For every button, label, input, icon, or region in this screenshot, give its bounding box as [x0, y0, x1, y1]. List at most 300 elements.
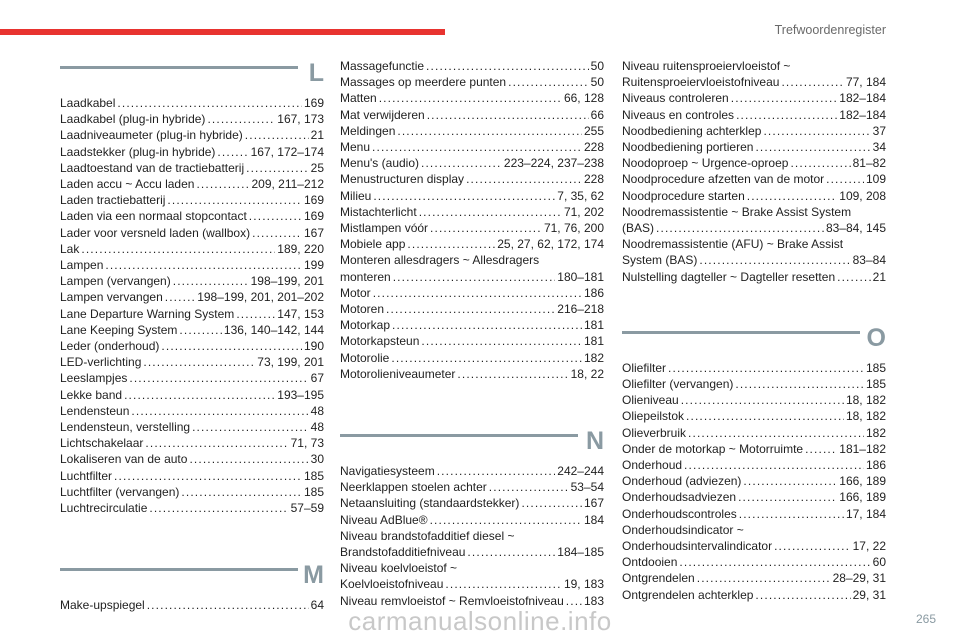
index-entry	[622, 90, 886, 106]
index-entry	[622, 538, 886, 554]
index-entry	[340, 576, 604, 592]
index-entry	[622, 425, 886, 441]
page-reference: 199	[303, 258, 324, 273]
index-term: (BAS)	[622, 221, 655, 236]
index-entry	[340, 463, 604, 479]
index-term: Onderhoudscontroles	[622, 506, 737, 521]
page-reference: 169	[303, 193, 324, 208]
page-reference: 19, 183	[563, 577, 604, 592]
index-entry	[622, 441, 886, 457]
index-term: Lichtschakelaar	[60, 436, 144, 451]
index-entry	[622, 252, 886, 268]
index-term: Onderhoud	[622, 458, 683, 473]
dot-leader	[145, 435, 288, 451]
section-letter-header	[60, 58, 324, 90]
index-entry	[60, 111, 324, 127]
index-term: Luchtfilter	[60, 468, 113, 483]
page-reference: 180–181	[557, 269, 604, 284]
index-entry-prefix: Noodremassistentie ~ Brake Assist System	[622, 204, 852, 219]
index-term: Lane Departure Warning System	[60, 306, 235, 321]
page-reference: 29, 31	[852, 587, 886, 602]
dot-leader	[743, 473, 837, 489]
index-term: Neerklappen stoelen achter	[340, 480, 487, 495]
dot-leader	[407, 236, 495, 252]
dot-leader	[755, 139, 870, 155]
dot-leader	[386, 301, 555, 317]
index-entry-prefix: Monteren allesdragers ~ Allesdragers	[340, 253, 540, 268]
dot-leader	[421, 333, 582, 349]
dot-leader	[245, 127, 309, 143]
dot-leader	[249, 208, 302, 224]
index-term: Motoren	[340, 302, 385, 317]
index-entry	[622, 107, 886, 123]
page-reference: 167, 173	[277, 112, 324, 127]
dot-leader	[790, 155, 850, 171]
index-entry	[60, 192, 324, 208]
header-accent-bar	[0, 29, 445, 35]
index-entry	[60, 387, 324, 403]
index-entry	[340, 171, 604, 187]
index-term: Lokaliseren van de auto	[60, 452, 188, 467]
index-term: Onderhoud (adviezen)	[622, 474, 742, 489]
index-term: Motor	[340, 285, 371, 300]
index-entry	[60, 127, 324, 143]
index-entry	[340, 236, 604, 252]
page-reference: 60	[872, 555, 886, 570]
dot-leader	[763, 123, 870, 139]
index-entry	[60, 338, 324, 354]
index-column-3	[622, 58, 886, 603]
dot-leader	[189, 451, 308, 467]
index-term: Noodbediening portieren	[622, 140, 754, 155]
dot-leader	[427, 107, 589, 123]
index-entry-prefix: Noodremassistentie (AFU) ~ Brake Assist	[622, 237, 844, 252]
index-term: Ontgrendelen achterklep	[622, 587, 754, 602]
index-entry	[340, 58, 604, 74]
page-reference: 167	[583, 496, 604, 511]
dot-leader	[131, 403, 308, 419]
dot-leader	[489, 479, 569, 495]
index-entry	[340, 107, 604, 123]
page-reference: 223–224, 237–238	[503, 156, 604, 171]
page-reference: 66, 128	[563, 91, 604, 106]
page-reference: 182	[865, 425, 886, 440]
dot-leader	[467, 544, 555, 560]
dot-leader	[781, 74, 844, 90]
index-entry-prefix: Niveau ruitensproeiervloeistof ~	[622, 59, 791, 73]
page-reference: 50	[590, 59, 604, 73]
dot-leader	[656, 220, 824, 236]
page-reference: 186	[865, 458, 886, 473]
dot-leader	[686, 408, 844, 424]
page-reference: 169	[303, 209, 324, 224]
index-entry	[622, 570, 886, 586]
section-divider	[60, 66, 298, 69]
index-entry	[622, 74, 886, 90]
index-term: Onderhoudsadviezen	[622, 490, 737, 505]
index-term: Noodprocedure starten	[622, 188, 745, 203]
page-reference: 83–84, 145	[825, 221, 886, 236]
index-list	[340, 58, 604, 382]
index-term: Laadniveaumeter (plug-in hybride)	[60, 128, 243, 143]
page-reference: 67	[310, 371, 324, 386]
page-reference: 109, 208	[839, 188, 886, 203]
page-reference: 216–218	[557, 302, 604, 317]
index-term: Lak	[60, 241, 80, 256]
dot-leader	[735, 376, 864, 392]
page-reference: 209, 211–212	[251, 177, 324, 192]
page-reference: 71, 202	[563, 204, 604, 219]
section-letter-header	[622, 323, 886, 355]
index-term: Lampen	[60, 258, 104, 273]
dot-leader	[207, 111, 275, 127]
index-term: Niveau remvloeistof ~ Remvloeistofniveau	[340, 593, 564, 608]
dot-leader	[236, 306, 275, 322]
index-entry	[340, 269, 604, 285]
index-entry	[340, 188, 604, 204]
index-entry	[622, 360, 886, 376]
dot-leader	[196, 176, 249, 192]
page-reference: 183	[583, 593, 604, 608]
index-entry	[60, 484, 324, 500]
page-reference: 186	[583, 285, 604, 300]
index-entry	[60, 257, 324, 273]
index-term: Motorolieniveaumeter	[340, 366, 456, 381]
page-reference: 182	[583, 350, 604, 365]
dot-leader	[755, 587, 850, 603]
dot-leader	[747, 188, 838, 204]
index-term: Oliefilter	[622, 360, 667, 375]
index-entry-prefix: Niveau brandstofadditief diesel ~	[340, 528, 515, 543]
page-reference: 37	[872, 123, 886, 138]
page-reference: 73, 199, 201	[257, 355, 324, 370]
watermark: carmanualsonline.info	[348, 606, 612, 636]
dot-leader	[373, 188, 555, 204]
index-term: Mobiele app	[340, 237, 406, 252]
page-reference: 182–184	[839, 107, 886, 122]
page-reference: 167, 172–174	[250, 144, 324, 159]
section-divider	[340, 434, 578, 437]
index-term: Menustructuren display	[340, 172, 465, 187]
page-reference: 167	[303, 225, 324, 240]
section-divider	[60, 568, 298, 571]
dot-leader	[143, 354, 255, 370]
index-list	[622, 58, 886, 285]
index-entry	[60, 176, 324, 192]
index-entry	[60, 289, 324, 305]
page-reference: 71, 76, 200	[543, 221, 604, 236]
page-reference: 198–199, 201, 201–202	[197, 290, 324, 305]
index-term: Koelvloeistofniveau	[340, 577, 444, 592]
dot-leader	[105, 257, 302, 273]
index-term: Onderhoudsintervalindicator	[622, 539, 773, 554]
page-reference: 21	[872, 269, 886, 284]
index-entry	[60, 144, 324, 160]
dot-leader	[430, 220, 542, 236]
index-entry	[340, 366, 604, 382]
index-entry	[622, 269, 886, 285]
dot-leader	[393, 269, 556, 285]
index-term: Leder (onderhoud)	[60, 339, 160, 354]
index-term: Laadtoestand van de tractiebatterij	[60, 160, 245, 175]
index-entry	[622, 155, 886, 171]
index-term: Laden accu ~ Accu laden	[60, 177, 195, 192]
index-entry	[60, 225, 324, 241]
index-entry	[60, 208, 324, 224]
index-entry	[60, 95, 324, 111]
page-reference: 166, 189	[839, 474, 886, 489]
page-reference: 48	[310, 403, 324, 418]
page-reference: 18, 182	[845, 393, 886, 408]
page-reference: 53–54	[570, 480, 604, 495]
section-letter: L	[308, 59, 324, 87]
index-entry	[622, 139, 886, 155]
page-reference: 25	[310, 160, 324, 175]
index-entry	[340, 544, 604, 560]
dot-leader	[679, 554, 870, 570]
index-term: Lader voor versneld laden (wallbox)	[60, 225, 251, 240]
index-term: Ontdooien	[622, 555, 678, 570]
page-reference: 166, 189	[839, 490, 886, 505]
dot-leader	[521, 495, 582, 511]
dot-leader	[165, 289, 195, 305]
index-term: Navigatiesysteem	[340, 464, 435, 479]
index-entry	[60, 354, 324, 370]
index-term: Matten	[340, 91, 377, 106]
index-entry	[60, 451, 324, 467]
page-reference: 25, 27, 62, 172, 174	[497, 237, 604, 252]
index-entry	[60, 306, 324, 322]
page-reference: 228	[583, 172, 604, 187]
page-reference: 81–82	[852, 156, 886, 171]
index-term: Lendensteun	[60, 403, 130, 418]
page-reference: 181	[583, 334, 604, 349]
dot-leader	[149, 500, 288, 516]
page-reference: 21	[310, 128, 324, 143]
dot-leader	[217, 144, 248, 160]
index-entry	[340, 220, 604, 236]
dot-leader	[774, 538, 851, 554]
page-reference: 136, 140–142, 144	[223, 322, 324, 337]
index-entry	[622, 220, 886, 236]
page-reference: 255	[583, 123, 604, 138]
dot-leader	[736, 107, 837, 123]
index-term: Oliepeilstok	[622, 409, 685, 424]
index-term: Mat verwijderen	[340, 107, 425, 122]
page-reference: 185	[303, 468, 324, 483]
dot-leader	[837, 269, 871, 285]
index-entry	[60, 370, 324, 386]
index-term: Massages op meerdere punten	[340, 75, 507, 90]
dot-leader	[391, 350, 582, 366]
index-entry	[60, 160, 324, 176]
index-entry	[340, 285, 604, 301]
dot-leader	[688, 425, 864, 441]
page-reference: 7, 35, 62	[557, 188, 604, 203]
dot-leader	[392, 317, 582, 333]
index-entry	[340, 74, 604, 90]
dot-leader	[826, 171, 864, 187]
dot-leader	[181, 484, 302, 500]
page-reference: 109	[865, 172, 886, 187]
index-term: Noodbediening achterklep	[622, 123, 762, 138]
index-term: Menu	[340, 140, 371, 155]
index-term: Olieverbruik	[622, 425, 687, 440]
index-term: Laadstekker (plug-in hybride)	[60, 144, 216, 159]
dot-leader	[114, 468, 302, 484]
page-reference: 66	[590, 107, 604, 122]
page-reference: 169	[303, 96, 324, 110]
index-entry	[622, 457, 886, 473]
index-term: Menu's (audio)	[340, 156, 419, 171]
dot-leader	[129, 370, 308, 386]
dot-leader	[426, 58, 589, 74]
index-entry	[622, 554, 886, 570]
page-reference: 57–59	[290, 501, 324, 516]
index-term: Laden tractiebatterij	[60, 193, 166, 208]
index-entry	[622, 587, 886, 603]
index-term: Laadkabel	[60, 96, 116, 110]
index-entry	[60, 500, 324, 516]
dot-leader	[167, 192, 302, 208]
dot-leader	[697, 570, 831, 586]
index-entry	[622, 188, 886, 204]
index-term: Ruitensproeiervloeistofniveau	[622, 75, 780, 90]
index-term: Massagefunctie	[340, 59, 425, 73]
page-reference: 193–195	[277, 387, 324, 402]
index-entry	[622, 473, 886, 489]
dot-leader	[81, 241, 275, 257]
index-entry	[340, 301, 604, 317]
index-list	[340, 463, 604, 609]
index-entry	[60, 419, 324, 435]
page-reference: 181	[583, 318, 604, 333]
page-reference: 28–29, 31	[832, 571, 886, 586]
section-letter-header	[60, 560, 324, 592]
dot-leader	[731, 90, 838, 106]
dot-leader	[252, 225, 302, 241]
dot-leader	[681, 392, 844, 408]
index-term: Brandstofadditiefniveau	[340, 545, 466, 560]
dot-leader	[668, 360, 864, 376]
index-entry	[340, 350, 604, 366]
index-term: Lampen vervangen	[60, 290, 163, 305]
dot-leader	[437, 463, 556, 479]
index-term: Noodoproep ~ Urgence-oproep	[622, 156, 789, 171]
index-term: LED-verlichting	[60, 355, 142, 370]
index-term: System (BAS)	[622, 253, 698, 268]
page-number: 265	[915, 612, 936, 626]
page-reference: 198–199, 201	[250, 274, 324, 289]
dot-leader	[684, 457, 864, 473]
page-title: Trefwoordenregister	[774, 23, 886, 37]
dot-leader	[466, 171, 582, 187]
index-entry	[340, 479, 604, 495]
index-term: Mistachterlicht	[340, 204, 417, 219]
dot-leader	[421, 155, 502, 171]
dot-leader	[379, 90, 562, 106]
index-column-2	[340, 58, 604, 609]
index-term: Olieniveau	[622, 393, 679, 408]
page-reference: 34	[872, 140, 886, 155]
index-term: Luchtrecirculatie	[60, 501, 148, 516]
index-term: Lendensteun, verstelling	[60, 420, 191, 435]
index-term: Onder de motorkap ~ Motorruimte	[622, 441, 804, 456]
dot-leader	[419, 204, 562, 220]
index-entry	[60, 468, 324, 484]
index-term: Niveaus en controles	[622, 107, 735, 122]
page-reference: 184–185	[557, 545, 604, 560]
index-entry	[340, 123, 604, 139]
index-list	[622, 360, 886, 603]
index-column-1	[60, 58, 324, 613]
page-reference: 48	[310, 420, 324, 435]
page-reference: 228	[583, 140, 604, 155]
index-term: Leeslampjes	[60, 371, 128, 386]
dot-leader	[805, 441, 837, 457]
dot-leader	[373, 285, 582, 301]
index-entry	[622, 392, 886, 408]
index-term: Oliefilter (vervangen)	[622, 377, 734, 392]
index-entry	[622, 123, 886, 139]
index-entry	[340, 90, 604, 106]
index-term: Netaansluiting (standaardstekker)	[340, 496, 520, 511]
index-term: Niveau AdBlue®	[340, 512, 428, 527]
dot-leader	[397, 123, 582, 139]
page-reference: 185	[865, 360, 886, 375]
index-entry	[60, 322, 324, 338]
index-entry	[340, 512, 604, 528]
page-reference: 185	[303, 484, 324, 499]
index-entry	[340, 139, 604, 155]
index-term: Mistlampen vóór	[340, 221, 429, 236]
dot-leader	[161, 338, 302, 354]
page-reference: 17, 22	[852, 539, 886, 554]
page-reference: 71, 73	[290, 436, 324, 451]
index-entry	[340, 333, 604, 349]
index-entry	[60, 241, 324, 257]
index-term: Luchtfilter (vervangen)	[60, 484, 180, 499]
index-entry	[340, 317, 604, 333]
index-entry	[622, 506, 886, 522]
section-letter-header	[340, 426, 604, 458]
index-term: Laden via een normaal stopcontact	[60, 209, 247, 224]
dot-leader	[117, 95, 302, 111]
dot-leader	[445, 576, 562, 592]
index-term: Niveaus controleren	[622, 91, 729, 106]
dot-leader	[508, 74, 589, 90]
index-term: Lampen (vervangen)	[60, 274, 171, 289]
page-reference: 50	[590, 75, 604, 90]
page-reference: 189, 220	[277, 241, 324, 256]
dot-leader	[739, 506, 844, 522]
index-entry	[60, 403, 324, 419]
index-term: Laadkabel (plug-in hybride)	[60, 112, 206, 127]
index-entry	[622, 408, 886, 424]
dot-leader	[179, 322, 221, 338]
index-term: Motorolie	[340, 350, 390, 365]
index-term: Noodprocedure afzetten van de motor	[622, 172, 825, 187]
page-reference: 242–244	[557, 464, 604, 479]
page-reference: 83–84	[852, 253, 886, 268]
index-entry	[340, 204, 604, 220]
index-term: Nulstelling dagteller ~ Dagteller resetten	[622, 269, 836, 284]
page-reference: 18, 22	[570, 366, 604, 381]
index-list	[60, 95, 324, 516]
dot-leader	[192, 419, 309, 435]
index-entry	[622, 489, 886, 505]
index-term: monteren	[340, 269, 391, 284]
